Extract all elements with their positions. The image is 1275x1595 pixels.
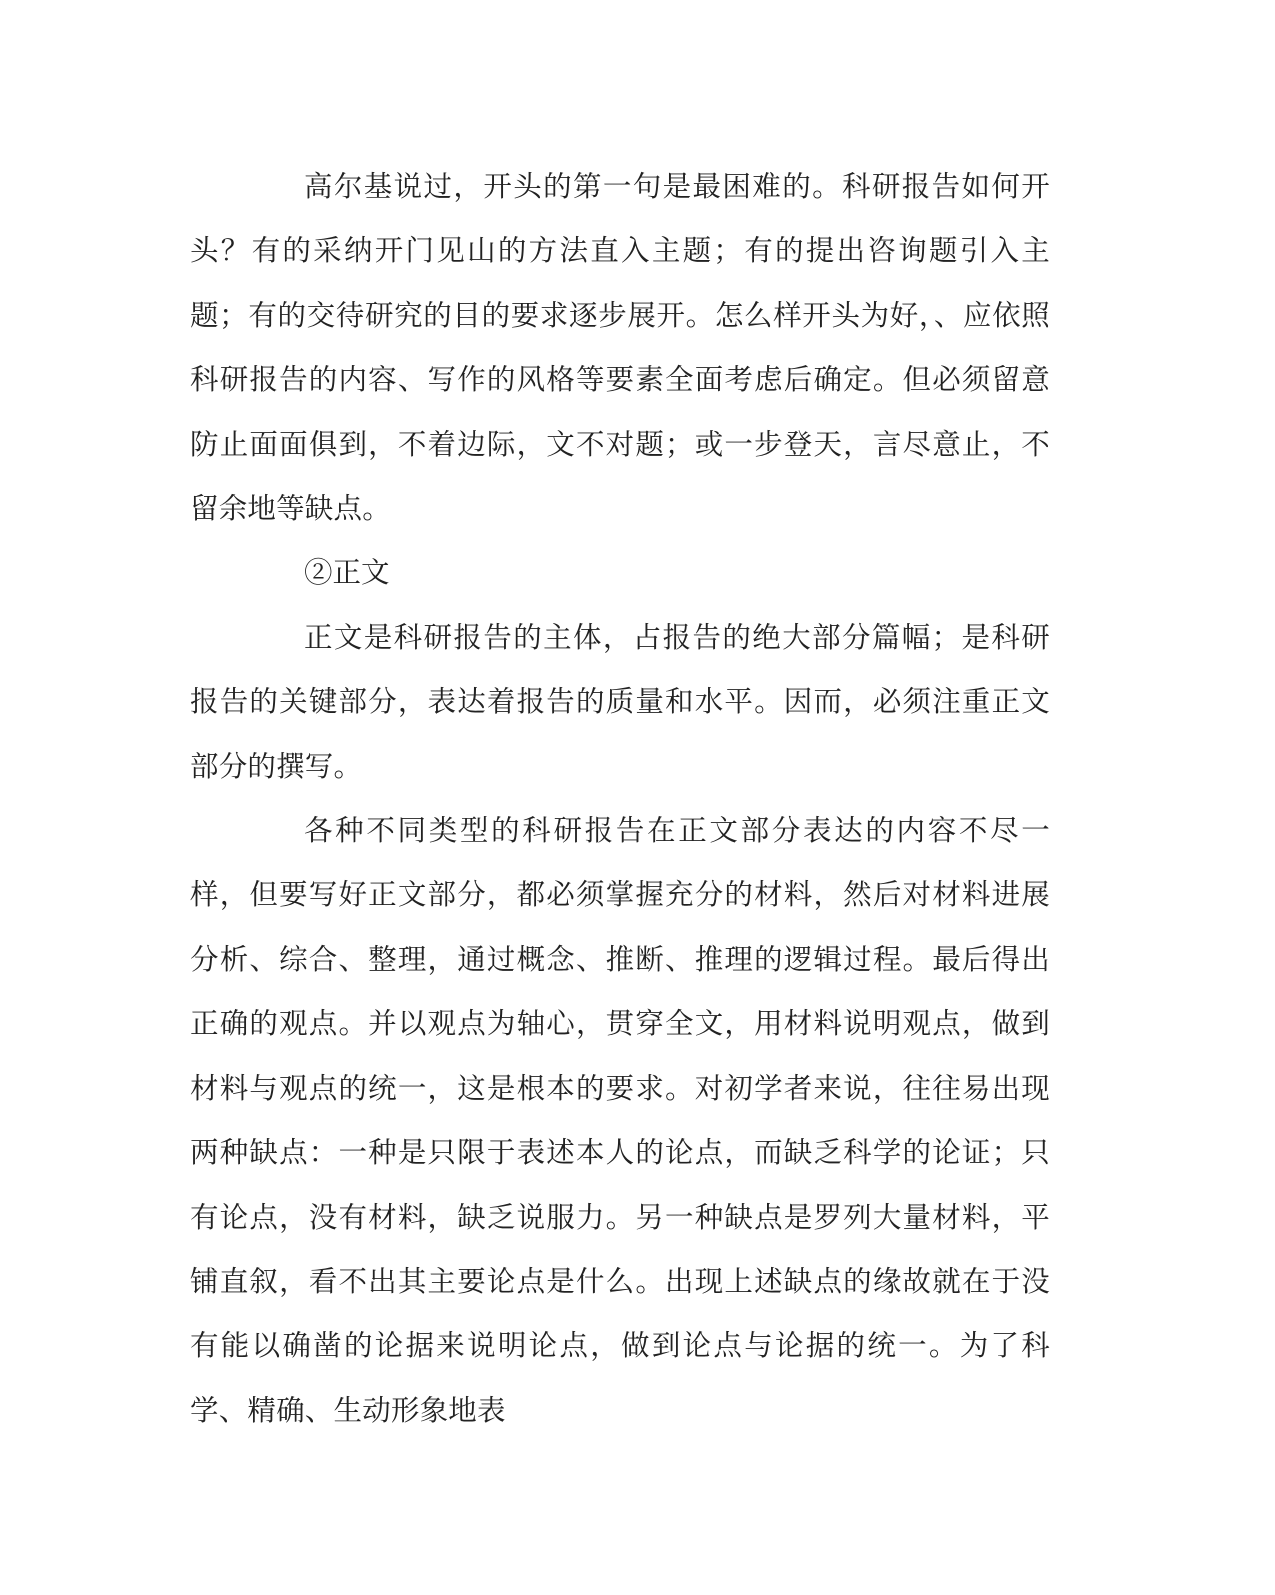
paragraph-opening: 高尔基说过，开头的第一句是最困难的。科研报告如何开头？有的采纳开门见山的方法直入主题；有的提出咨询题引入主题；有的交待研究的目的要求逐步展开。怎么样开头为好，、应依照科研报告的内容、写作的风格等要素全面考虑后确定。但必须留意防止面面俱到，不着边际，文不对题；或一步登天，言尽意止，不留余地等缺点。 bbox=[190, 170, 1050, 526]
document-page bbox=[190, 155, 1050, 1443]
paragraph-body-intro: 正文是科研报告的主体，占报告的绝大部分篇幅；是科研报告的关键部分，表达着报告的质量和水平。因而，必须注重正文部分的撰写。 bbox=[190, 620, 1050, 783]
section-heading-body: ②正文 bbox=[304, 556, 390, 590]
paragraph-body-content: 各种不同类型的科研报告在正文部分表达的内容不尽一样，但要写好正文部分，都必须掌握充分的材料，然后对材料进展分析、综合、整理，通过概念、推断、推理的逻辑过程。最后得出正确的观点。并以观点为轴心，贯穿全文，用材料说明观点，做到材料与观点的统一，这是根本的要求。对初学者来说，往往易出现两种缺点：一种是只限于表述本人的论点，而缺乏科学的论证；只有论点，没有材料，缺乏说服力。另一种缺点是罗列大量材料，平铺直叙，看不出其主要论点是什么。出现上述缺点的缘故就在于没有能以确凿的论据来说明论点，做到论点与论据的统一。为了科学、精确、生动形象地表 bbox=[190, 814, 1050, 1427]
